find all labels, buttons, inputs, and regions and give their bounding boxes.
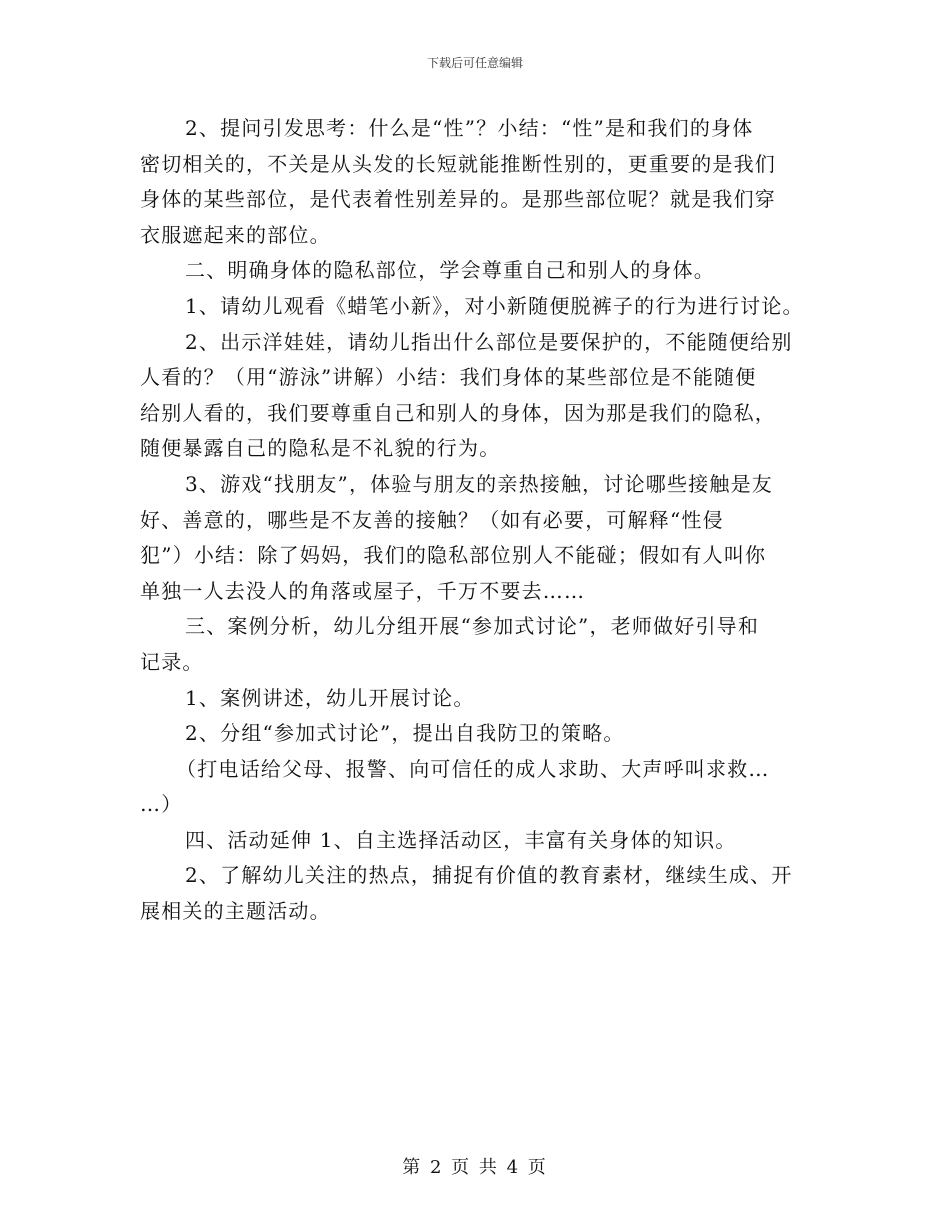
- paragraph-line: 密切相关的，不关是从头发的长短就能推断性别的，更重要的是我们: [140, 151, 776, 176]
- paragraph-line: 身体的某些部位，是代表着性别差异的。是那些部位呢？就是我们穿: [140, 187, 776, 212]
- paragraph-line: 2、出示洋娃娃，请幼儿指出什么部位是要保护的，不能随便给别: [185, 329, 793, 354]
- paragraph-line: 犯”）小结：除了妈妈，我们的隐私部位别人不能碰；假如有人叫你: [140, 543, 767, 568]
- page-number: 第 2 页 共 4 页: [402, 1157, 548, 1178]
- paragraph-line: 1、请幼儿观看《蜡笔小新》，对小新随便脱裤子的行为进行讨论。: [185, 293, 804, 318]
- paragraph-line: 1、案例讲述，幼儿开展讨论。: [185, 685, 475, 710]
- paragraph-line: 3、游戏“找朋友”，体验与朋友的亲热接触，讨论哪些接触是友: [185, 471, 773, 496]
- section-heading: 二、明确身体的隐私部位，学会尊重自己和别人的身体。: [185, 258, 715, 283]
- paragraph-line: 记录。: [140, 649, 204, 674]
- paragraph-line: 2、分组“参加式讨论”，提出自我防卫的策略。: [185, 721, 625, 746]
- paragraph-line: 展相关的主题活动。: [140, 899, 331, 924]
- paragraph-line: 2、提问引发思考：什么是“性”？小结：“性”是和我们的身体: [185, 116, 754, 140]
- section-heading: 四、活动延伸 1、自主选择活动区，丰富有关身体的知识。: [185, 827, 737, 852]
- page-header-note: 下载后可任意编辑: [426, 56, 523, 70]
- paragraph-line: （打电话给父母、报警、向可信任的成人求助、大声呼叫求救…: [176, 756, 770, 781]
- paragraph-line: 给别人看的，我们要尊重自己和别人的身体，因为那是我们的隐私，: [140, 400, 776, 425]
- paragraph-line: 人看的？（用“游泳”讲解）小结：我们身体的某些部位是不能随便: [140, 365, 757, 390]
- section-heading: 三、案例分析，幼儿分组开展“参加式讨论”，老师做好引导和: [185, 614, 760, 639]
- paragraph-line: 随便暴露自己的隐私是不礼貌的行为。: [140, 436, 501, 461]
- document-body: [140, 111, 830, 930]
- paragraph-line: 2、了解幼儿关注的热点，捕捉有价值的教育素材，继续生成、开: [185, 863, 793, 888]
- paragraph-line: 衣服遮起来的部位。: [140, 222, 331, 247]
- paragraph-line: 好、善意的，哪些是不友善的接触？（如有必要，可解释“性侵: [140, 507, 724, 532]
- paragraph-line: …）: [140, 792, 183, 817]
- paragraph-line: 单独一人去没人的角落或屋子，千万不要去……: [140, 578, 586, 603]
